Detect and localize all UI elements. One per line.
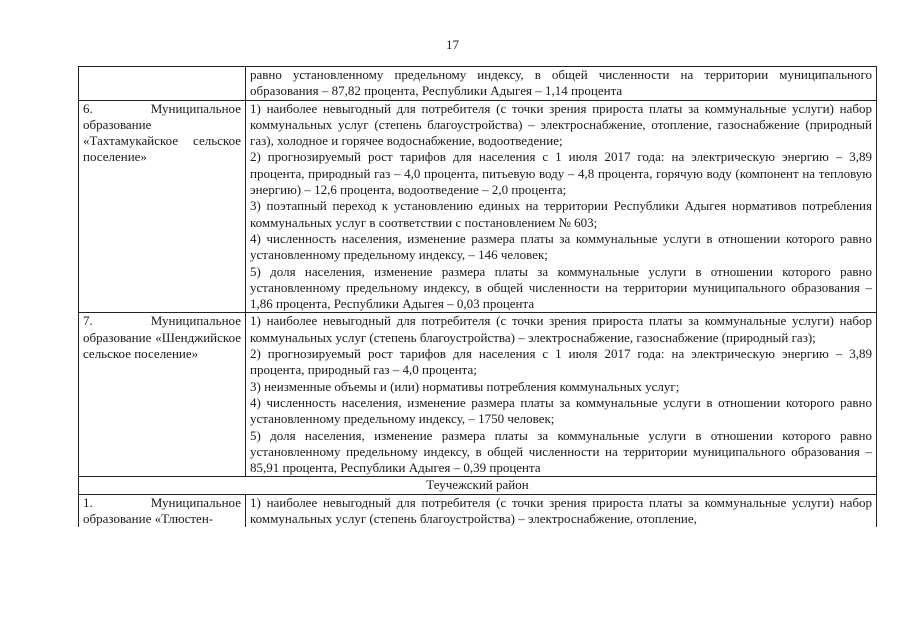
- paragraph: 1) наиболее невыгодный для потребителя (с точки зрения прироста платы за коммунальные услуги) набор коммунальных услуг (степень благоустройства) – электроснабжение, отопление, газоснабжение (природный газ), холодное и горячее водоснабжение, водоотведение;: [250, 100, 872, 149]
- paragraph: 5) доля населения, изменение размера платы за коммунальные услуги в отношении которого равно установленному предельному индексу, в общей численности на территории муниципального образования – 85,91 процента, Республики Адыгея – 0,39 процента: [250, 427, 872, 476]
- page-number: 17: [446, 37, 459, 52]
- document-table: [78, 66, 877, 527]
- section-header-row: [79, 477, 877, 494]
- municipality-cell: [79, 67, 246, 101]
- paragraph: 2) прогнозируемый рост тарифов для населения с 1 июля 2017 года: на электрическую энергию – 3,89 процента, природный газ – 4,0 процента, питьевую воду – 4,8 процента, горячую воду (компонент на тепловую энергию) – 12,6 процента, водоотведение – 2,0 процента;: [250, 149, 872, 198]
- table-row: [79, 313, 877, 477]
- description-cell: [246, 67, 877, 101]
- description-cell: [246, 313, 877, 477]
- section-title: Теучежский район: [79, 477, 877, 494]
- municipality-cell: 6. Муниципальное образование «Тахтамукайское сельское поселение»: [79, 100, 246, 313]
- paragraph: 3) поэтапный переход к установлению единых на территории Республики Адыгея нормативов потребления коммунальных услуг в соответствии с постановлением № 603;: [250, 198, 872, 230]
- table-row: [79, 67, 877, 101]
- paragraph: 5) доля населения, изменение размера платы за коммунальные услуги в отношении которого равно установленному предельному индексу, в общей численности на территории муниципального образования – 1,86 процента, Республики Адыгея – 0,03 процента: [250, 263, 872, 312]
- description-cell: [246, 100, 877, 313]
- paragraph: равно установленному предельному индексу, в общей численности на территории муниципального образования – 87,82 процента, Республики Адыгея – 1,14 процента: [250, 67, 872, 99]
- description-cell: 1) наиболее невыгодный для потребителя (с точки зрения прироста платы за коммунальные услуги) набор коммунальных услуг (степень благоустройства) – электроснабжение, отопление,: [246, 494, 877, 527]
- paragraph: 4) численность населения, изменение размера платы за коммунальные услуги в отношении которого равно установленному предельному индексу, – 146 человек;: [250, 230, 872, 263]
- paragraph: 4) численность населения, изменение размера платы за коммунальные услуги в отношении которого равно установленному предельному индексу, – 1750 человек;: [250, 394, 872, 427]
- paragraph: 3) неизменные объемы и (или) нормативы потребления коммунальных услуг;: [250, 378, 680, 394]
- table-row: [79, 100, 877, 313]
- municipality-cell: 7. Муниципальное образование «Шенджийское сельское поселение»: [79, 313, 246, 477]
- table-row: [79, 494, 877, 527]
- municipality-cell: 1. Муниципальное образование «Тлюстен-: [79, 494, 246, 527]
- paragraph: 1) наиболее невыгодный для потребителя (с точки зрения прироста платы за коммунальные услуги) набор коммунальных услуг (степень благоустройства) – электроснабжение, газоснабжение (природный газ);: [250, 313, 872, 345]
- paragraph: 2) прогнозируемый рост тарифов для населения с 1 июля 2017 года: на электрическую энергию – 3,89 процента, природный газ – 4,0 процента;: [250, 346, 872, 378]
